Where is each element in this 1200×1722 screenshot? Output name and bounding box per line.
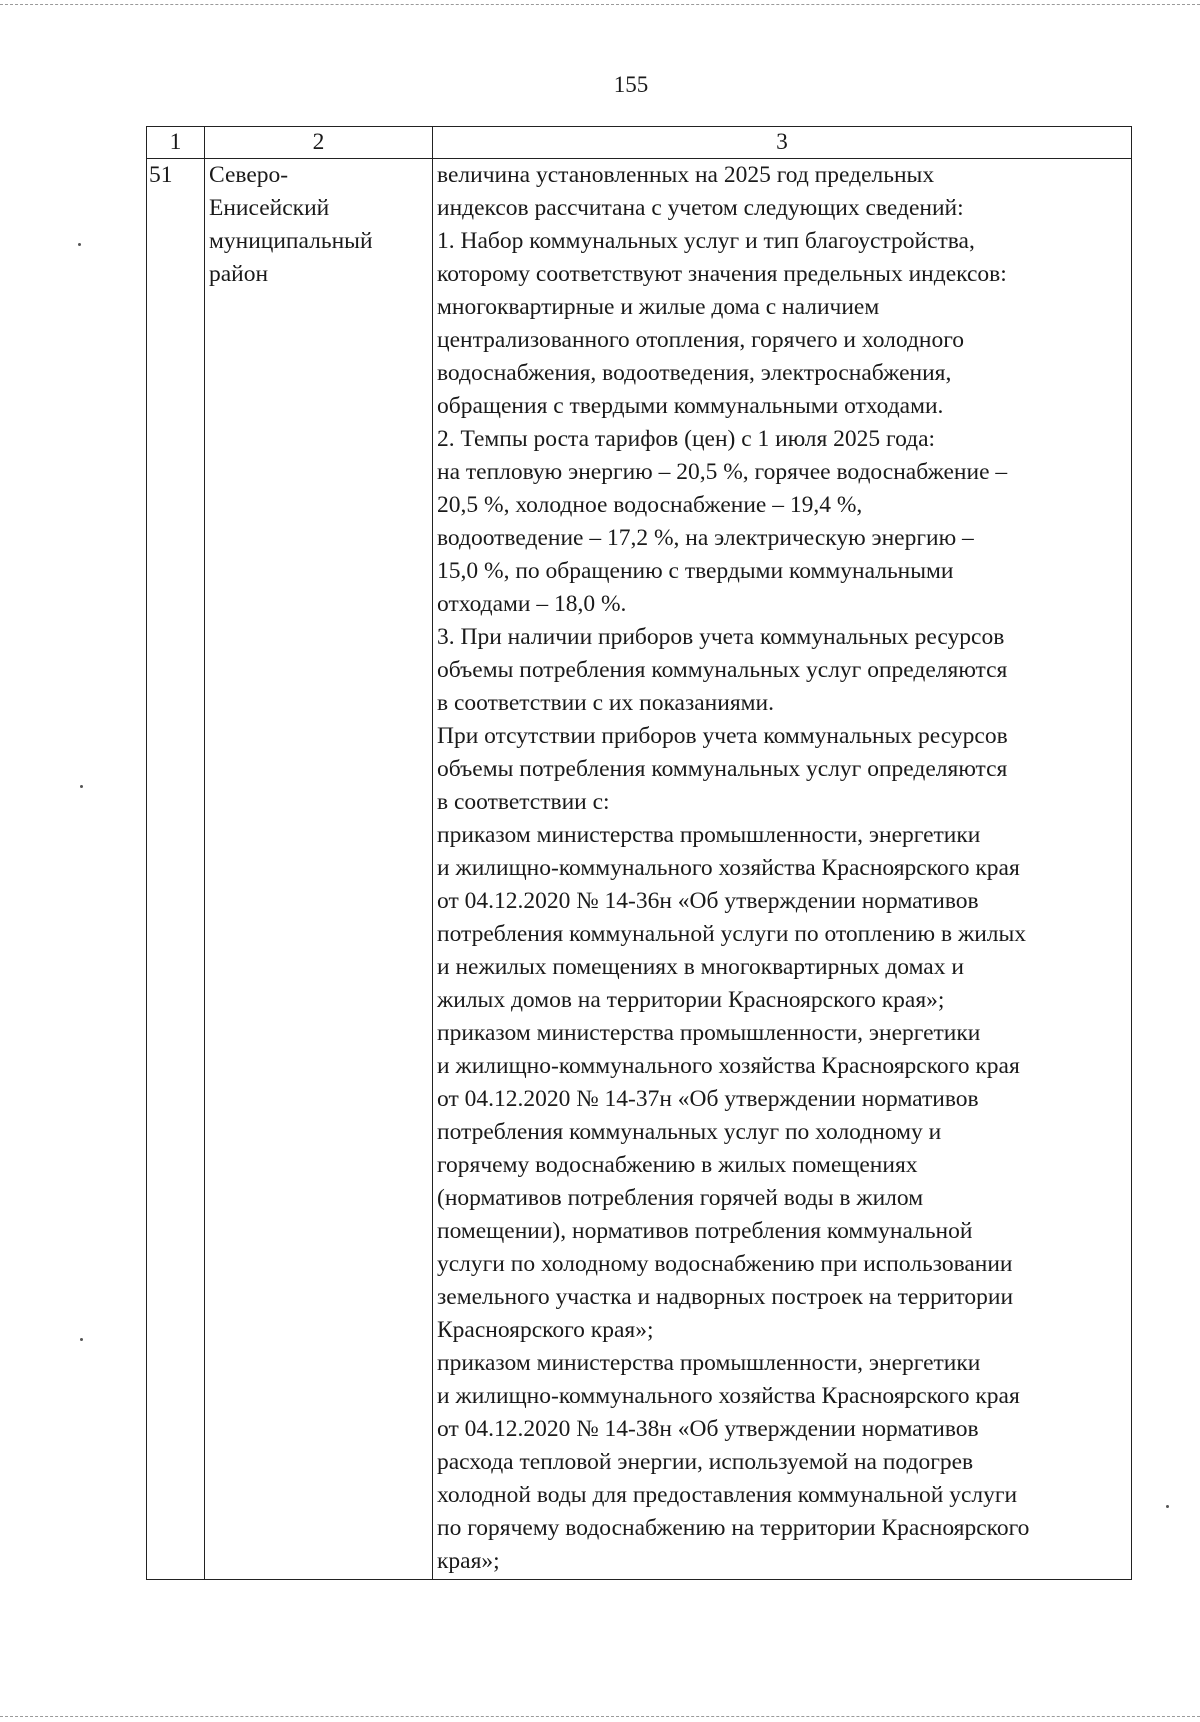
description-line: на тепловую энергию – 20,5 %, горячее водоснабжение – (437, 459, 1008, 485)
description-line: от 04.12.2020 № 14-37н «Об утверждении нормативов (437, 1086, 979, 1112)
description-line: индексов рассчитана с учетом следующих сведений: (437, 195, 964, 221)
description-line: от 04.12.2020 № 14-38н «Об утверждении нормативов (437, 1416, 979, 1442)
scan-speck (78, 243, 81, 246)
description-line: водоснабжения, водоотведения, электроснабжения, (437, 360, 952, 386)
description-line: и жилищно-коммунального хозяйства Красноярского края (437, 855, 1020, 881)
description-line: 3. При наличии приборов учета коммунальных ресурсов (437, 624, 1005, 650)
description-line: 2. Темпы роста тарифов (цен) с 1 июля 2025 года: (437, 426, 936, 452)
description-line: приказом министерства промышленности, энергетики (437, 1020, 981, 1046)
description-line: централизованного отопления, горячего и холодного (437, 327, 965, 353)
description-line: многоквартирные и жилые дома с наличием (437, 294, 880, 320)
description-line: помещении), нормативов потребления коммунальной (437, 1218, 973, 1244)
description-line: 20,5 %, холодное водоснабжение – 19,4 %, (437, 492, 863, 518)
tariff-index-table (146, 126, 1132, 1580)
scan-speck (1166, 1505, 1169, 1508)
header-cell-1: 1 (147, 127, 205, 159)
description-line: услуги по холодному водоснабжению при использовании (437, 1251, 1013, 1277)
page-number: 155 (613, 72, 649, 97)
description-line: обращения с твердыми коммунальными отходами. (437, 393, 944, 419)
description-line: и жилищно-коммунального хозяйства Красноярского края (437, 1053, 1020, 1079)
description-line: объемы потребления коммунальных услуг определяются (437, 756, 1008, 782)
description-line: холодной воды для предоставления коммунальной услуги (437, 1482, 1018, 1508)
description-line: в соответствии с: (437, 789, 610, 815)
description-line: которому соответствуют значения предельных индексов: (437, 261, 1007, 287)
district-name-line: Енисейский (209, 195, 330, 221)
description-line: потребления коммунальных услуг по холодному и (437, 1119, 942, 1145)
header-cell-2: 2 (205, 127, 433, 159)
description-line: потребления коммунальной услуги по отоплению в жилых (437, 921, 1027, 947)
description-line: приказом министерства промышленности, энергетики (437, 1350, 981, 1376)
description-line: горячему водоснабжению в жилых помещениях (437, 1152, 918, 1178)
scan-speck (80, 785, 83, 788)
index-description-cell (433, 159, 1132, 1580)
district-name-cell (205, 159, 433, 1580)
description-line: (нормативов потребления горячей воды в жилом (437, 1185, 924, 1211)
table-header-row (147, 127, 1132, 159)
description-line: расхода тепловой энергии, используемой на подогрев (437, 1449, 974, 1475)
scan-edge-bottom (0, 1716, 1200, 1717)
description-line: и нежилых помещениях в многоквартирных домах и (437, 954, 964, 980)
district-name-line: район (209, 261, 269, 287)
header-cell-3: 3 (433, 127, 1132, 159)
description-line: отходами – 18,0 %. (437, 591, 627, 617)
district-name-line: Северо- (209, 162, 289, 188)
description-line: земельного участка и надворных построек на территории (437, 1284, 1014, 1310)
description-line: в соответствии с их показаниями. (437, 690, 774, 716)
table-row (147, 159, 1132, 1580)
scan-edge-top (0, 4, 1200, 5)
description-line: объемы потребления коммунальных услуг определяются (437, 657, 1008, 683)
description-line: водоотведение – 17,2 %, на электрическую энергию – (437, 525, 974, 551)
description-line: края»; (437, 1548, 500, 1574)
description-line: Красноярского края»; (437, 1317, 654, 1343)
description-line: жилых домов на территории Красноярского края»; (437, 987, 945, 1013)
description-line: 15,0 %, по обращению с твердыми коммунальными (437, 558, 954, 584)
description-line: величина установленных на 2025 год предельных (437, 162, 935, 188)
description-line: по горячему водоснабжению на территории Красноярского (437, 1515, 1030, 1541)
description-line: 1. Набор коммунальных услуг и тип благоустройства, (437, 228, 975, 254)
row-number: 51 (147, 159, 205, 1580)
description-line: При отсутствии приборов учета коммунальных ресурсов (437, 723, 1008, 749)
description-line: и жилищно-коммунального хозяйства Красноярского края (437, 1383, 1020, 1409)
scan-speck (80, 1338, 83, 1341)
description-line: от 04.12.2020 № 14-36н «Об утверждении нормативов (437, 888, 979, 914)
description-line: приказом министерства промышленности, энергетики (437, 822, 981, 848)
district-name-line: муниципальный (209, 228, 373, 254)
